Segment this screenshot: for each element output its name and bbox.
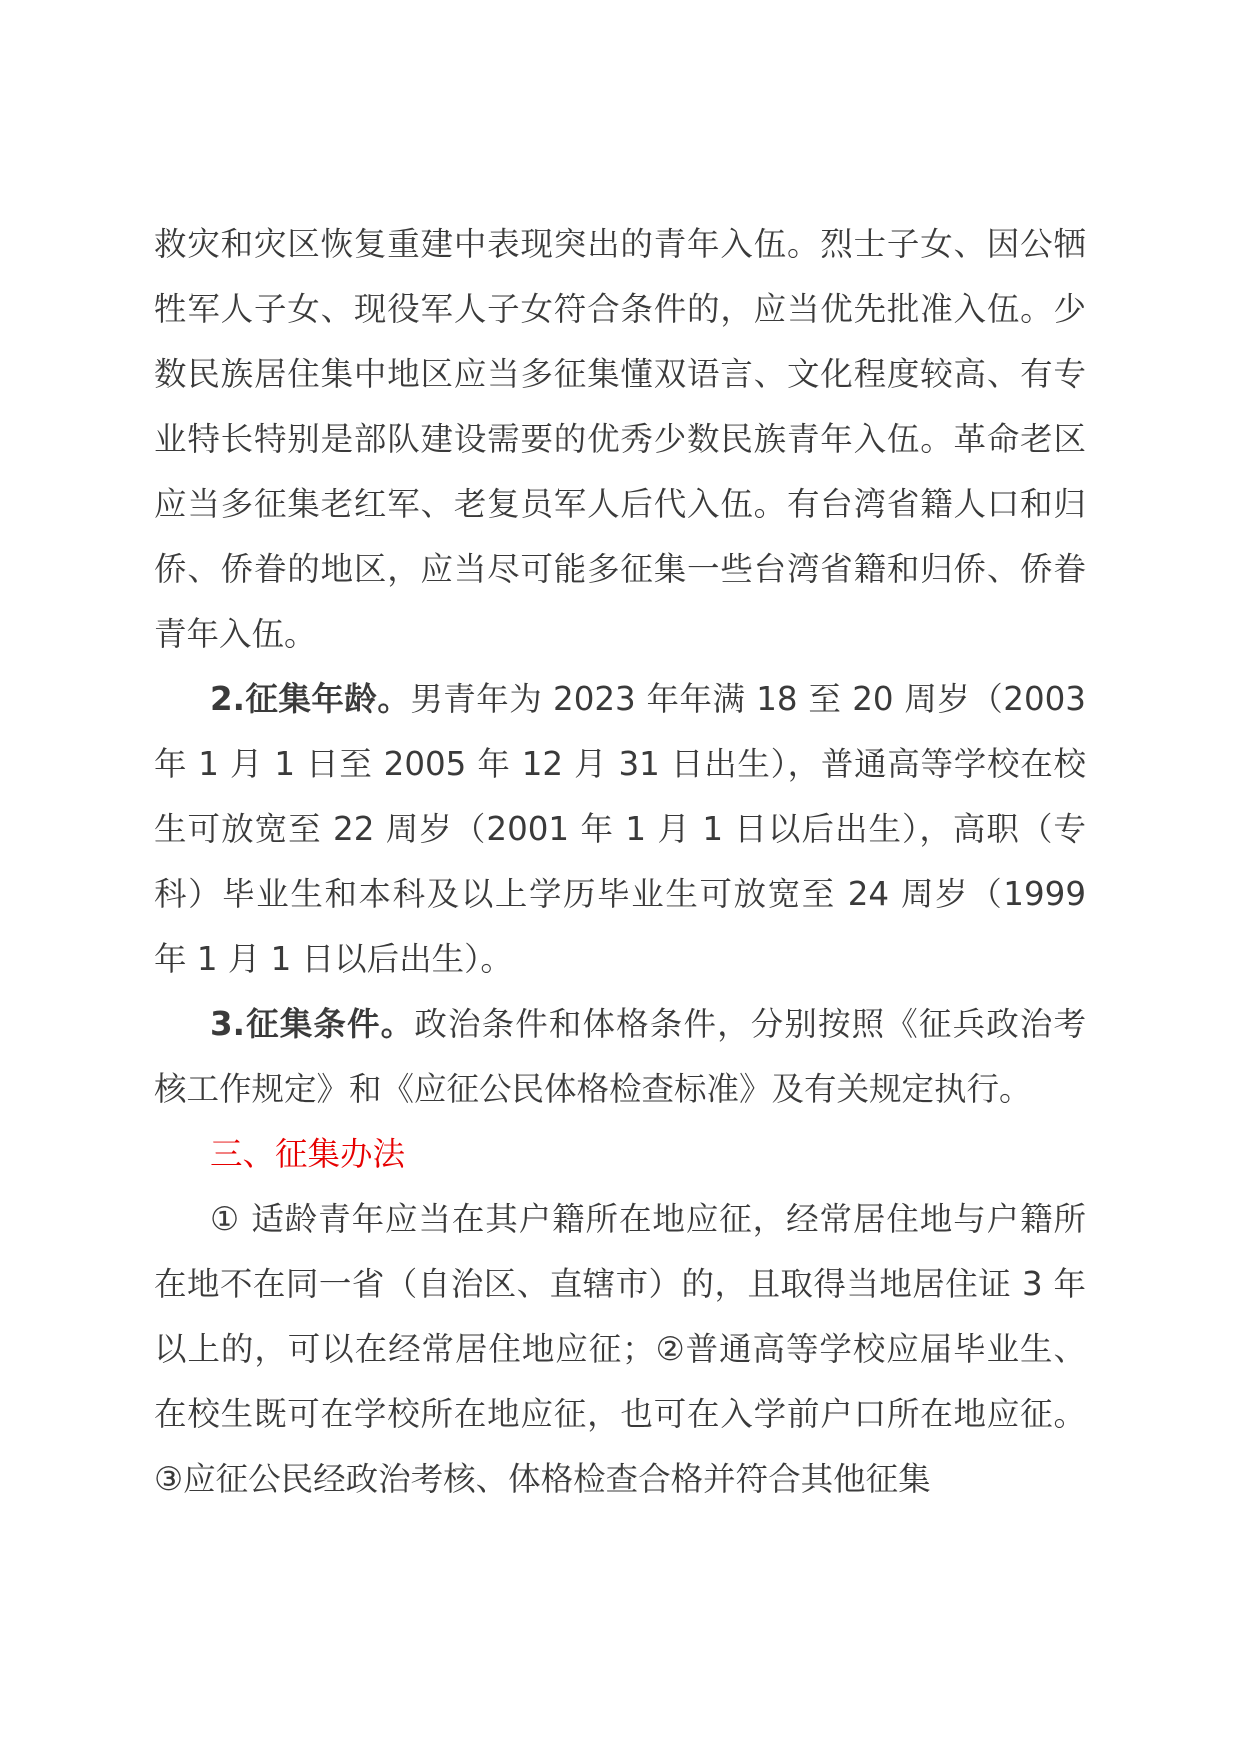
body-recruitment-age: 男青年为 2023 年年满 18 至 20 周岁（2003 年 1 月 1 日至 2005 年 12 月 31 日出生），普通高等学校在校生可放宽至 22 周岁（2001 年 1 月 1 日以后出生），高职（专科）毕业生和本科及以上学历毕业生可放宽至 24 周岁（1999 年 1 月 1 日以后出生）。	[154, 680, 1086, 978]
body-recruitment-conditions: 政治条件和体格条件，分别按照《征兵政治考核工作规定》和《应征公民体格检查标准》及有关规定执行。	[154, 1005, 1086, 1108]
section-heading-methods: 三、征集办法	[210, 1135, 406, 1173]
paragraph-recruitment-conditions	[154, 992, 1086, 1122]
document-page	[154, 212, 1086, 1512]
heading-recruitment-conditions: 3.征集条件。	[210, 1005, 415, 1043]
heading-recruitment-age: 2.征集年龄。	[210, 680, 411, 718]
paragraph-recruitment-age	[154, 667, 1086, 992]
paragraph-recruitment-methods: ① 适龄青年应当在其户籍所在地应征，经常居住地与户籍所在地不在同一省（自治区、直辖市）的，且取得当地居住证 3 年以上的，可以在经常居住地应征；②普通高等学校应届毕业生、在校生既可在学校所在地应征，也可在入学前户口所在地应征。③应征公民经政治考核、体格检查合格并符合其他征集	[154, 1200, 1086, 1498]
paragraph-priority-enlistment: 救灾和灾区恢复重建中表现突出的青年入伍。烈士子女、因公牺牲军人子女、现役军人子女符合条件的，应当优先批准入伍。少数民族居住集中地区应当多征集懂双语言、文化程度较高、有专业特长特别是部队建设需要的优秀少数民族青年入伍。革命老区应当多征集老红军、老复员军人后代入伍。有台湾省籍人口和归侨、侨眷的地区，应当尽可能多征集一些台湾省籍和归侨、侨眷青年入伍。	[154, 225, 1086, 653]
